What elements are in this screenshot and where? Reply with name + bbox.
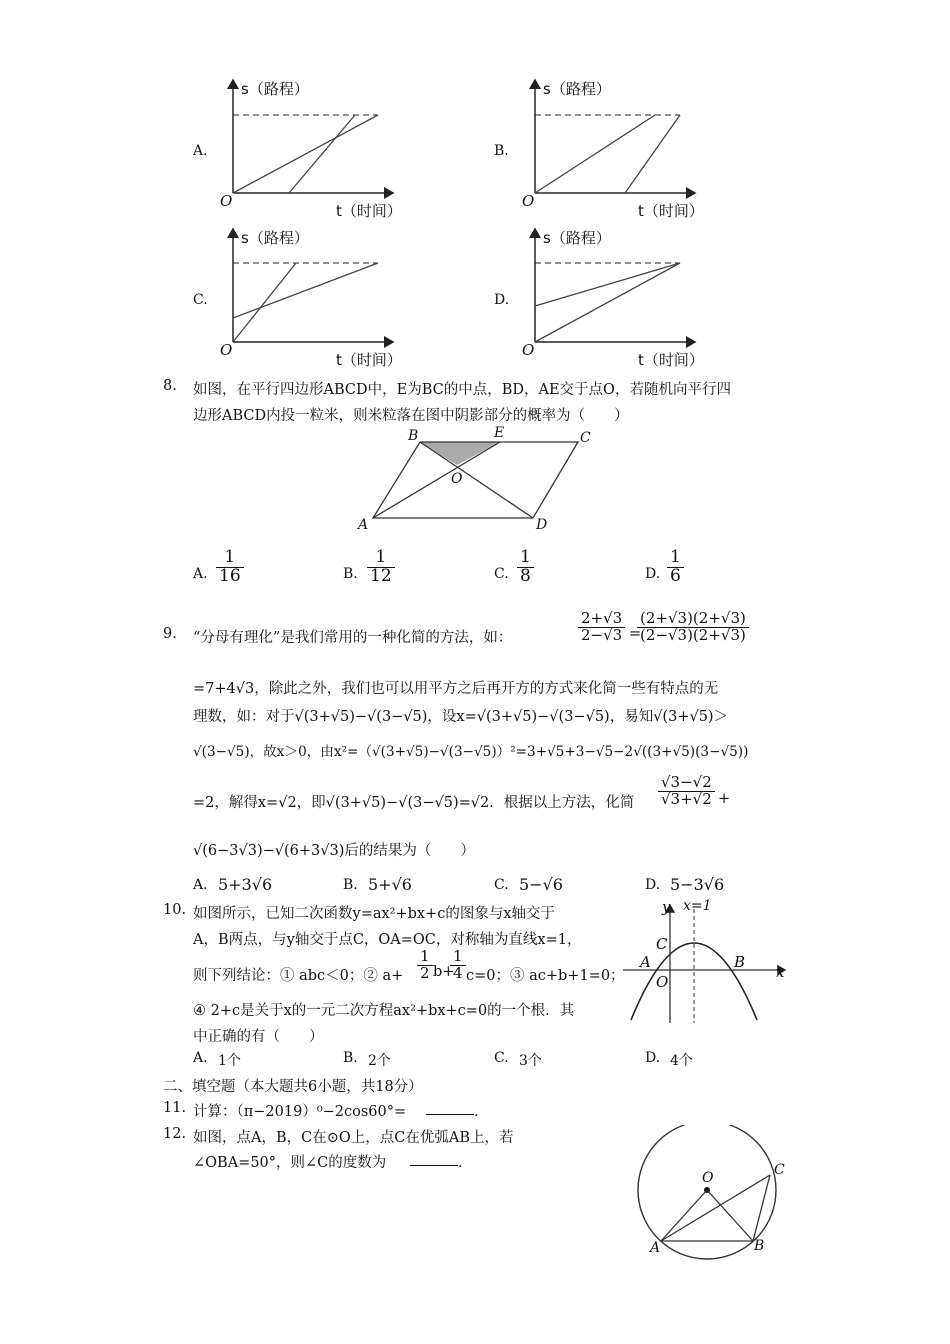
q9-line4: √(3−√5)，故x＞0，由x²=（√(3+√5)−√(3−√5)）²=3+√5+3−√5−2√((3+√5)(3−√5))	[193, 744, 749, 760]
q9-option-c-label: C.	[494, 877, 509, 893]
q8-line1: 如图，在平行四边形ABCD中，E为BC的中点，BD，AE交于点O，若随机向平行四	[193, 382, 731, 398]
q8-label-e: E	[494, 425, 505, 441]
q10-quarter: $\frac{1}{4}$	[450, 949, 466, 982]
q12-end: ．	[458, 1155, 473, 1171]
q8-label-a: A	[358, 517, 369, 533]
q11-answer-blank[interactable]	[426, 1114, 474, 1115]
q10-option-a-text: 1个	[218, 1053, 241, 1069]
q10-label-c: C	[656, 935, 668, 953]
graph-b-label: B.	[494, 143, 509, 159]
graph-a-origin: O	[220, 192, 233, 210]
q10-line3b: b+	[433, 964, 455, 980]
graph-c-origin: O	[220, 341, 233, 359]
q12-number: 12.	[163, 1126, 187, 1142]
graph-b-origin: O	[522, 192, 535, 210]
q10-label-b: B	[734, 953, 746, 971]
q12-label-c: C	[774, 1162, 785, 1178]
q9-line3: 理数，如：对于√(3+√5)−√(3−√5)，设x=√(3+√5)−√(3−√5)，易知√(3+√5)＞	[193, 709, 729, 725]
q12-line2: ∠OBA=50°，则∠C的度数为	[193, 1155, 387, 1171]
q10-line4: ④ 2+c是关于x的一元二次方程ax²+bx+c=0的一个根．其	[193, 1003, 575, 1019]
section2-heading: 二、填空题（本大题共6小题，共18分）	[163, 1079, 423, 1095]
q9-eq: =	[629, 626, 642, 642]
q9-intro: “分母有理化”是我们常用的一种化简的方法，如：	[193, 630, 513, 646]
q10-label-axis: x=1	[683, 898, 712, 914]
q10-label-x: x	[776, 963, 785, 981]
q10-option-d-label: D.	[645, 1050, 661, 1066]
q8-parallelogram-figure	[340, 420, 600, 540]
graph-a-t-label: t（时间）	[336, 202, 402, 220]
graph-a-s-label: s（路程）	[241, 80, 309, 98]
q9-option-d-label: D.	[645, 877, 661, 893]
q9-option-c-text: 5−√6	[519, 875, 563, 894]
q10-line2: A，B两点，与y轴交于点C，OA=OC，对称轴为直线x=1，	[193, 932, 582, 948]
q12-label-b: B	[754, 1238, 765, 1254]
q9-frac1: $\frac{2+√3}{2-√3}$	[578, 611, 625, 644]
graph-c-label: C.	[193, 292, 208, 308]
q10-line3a: 则下列结论：① abc＜0；② a+	[193, 968, 404, 984]
graph-b-t-label: t（时间）	[638, 202, 704, 220]
q8-option-b-label: B.	[343, 566, 358, 582]
q10-option-b-label: B.	[343, 1050, 358, 1066]
q7-graphs	[0, 0, 950, 380]
q10-number: 10.	[163, 902, 187, 918]
q11-text: 计算：（π−2019）⁰−2cos60°=	[193, 1104, 407, 1120]
q8-option-d-frac: $\frac{1}{6}$	[667, 549, 684, 586]
q9-option-b-label: B.	[343, 877, 358, 893]
graph-d-s-label: s（路程）	[543, 229, 611, 247]
q8-label-b: B	[408, 428, 419, 444]
q8-number: 8.	[163, 378, 177, 394]
graph-d-t-label: t（时间）	[638, 351, 704, 369]
q10-line1: 如图所示，已知二次函数y=ax²+bx+c的图象与x轴交于	[193, 906, 556, 922]
q9-option-d-text: 5−3√6	[670, 875, 725, 894]
graph-a-label: A.	[193, 143, 208, 159]
q9-frac3: $\frac{√3-√2}{√3+√2}$	[658, 775, 715, 808]
q10-option-d-text: 4个	[670, 1053, 693, 1069]
q8-option-c-frac: $\frac{1}{8}$	[517, 549, 534, 586]
q12-answer-blank[interactable]	[410, 1165, 458, 1166]
q10-half: $\frac{1}{2}$	[417, 949, 433, 982]
q9-option-b-text: 5+√6	[368, 875, 412, 894]
q10-label-a: A	[640, 953, 651, 971]
q8-option-a-frac: $\frac{1}{16}$	[216, 549, 244, 586]
shaded-triangle	[420, 442, 500, 465]
graph-c-t-label: t（时间）	[336, 351, 402, 369]
q9-option-a-label: A.	[193, 877, 208, 893]
q8-label-c: C	[580, 430, 591, 446]
q9-line5a: =2，解得x=√2，即√(3+√5)−√(3−√5)=√2．根据以上方法，化简	[193, 795, 635, 811]
q10-line3c: c=0；③ ac+b+1=0；	[466, 968, 625, 984]
q8-option-b-frac: $\frac{1}{12}$	[367, 549, 395, 586]
graph-d-label: D.	[494, 292, 510, 308]
q9-number: 9.	[163, 626, 177, 642]
q11-number: 11.	[163, 1100, 187, 1116]
q9-option-a-text: 5+3√6	[218, 875, 273, 894]
q9-line5b: +	[718, 791, 731, 807]
graph-b-s-label: s（路程）	[543, 80, 611, 98]
q10-option-b-text: 2个	[368, 1053, 391, 1069]
q10-label-y: y	[662, 898, 671, 916]
q9-line2: =7+4√3，除此之外，我们也可以用平方之后再开方的方式来化简一些有特点的无	[193, 681, 719, 697]
q10-option-c-text: 3个	[519, 1053, 542, 1069]
graph-d-origin: O	[522, 341, 535, 359]
q10-option-a-label: A.	[193, 1050, 208, 1066]
q8-option-a-label: A.	[193, 566, 208, 582]
q9-frac2: $\frac{(2+√3)(2+√3)}{(2-√3)(2+√3)}$	[637, 611, 749, 644]
q10-label-o: O	[656, 973, 669, 991]
q9-line6: √(6−3√3)−√(6+3√3)后的结果为（ ）	[193, 843, 475, 859]
q11-end: ．	[474, 1104, 489, 1120]
q8-option-c-label: C.	[494, 566, 509, 582]
q12-label-a: A	[650, 1240, 661, 1256]
q8-label-o: O	[451, 471, 463, 487]
graph-c-s-label: s（路程）	[241, 229, 309, 247]
q8-option-d-label: D.	[645, 566, 661, 582]
q12-label-o: O	[702, 1170, 714, 1186]
q8-line2: 边形ABCD内投一粒米，则米粒落在图中阴影部分的概率为（ ）	[193, 408, 629, 424]
q10-line5: 中正确的有（ ）	[193, 1029, 324, 1045]
q8-label-d: D	[536, 517, 548, 533]
q10-option-c-label: C.	[494, 1050, 509, 1066]
q12-line1: 如图，点A，B，C在⊙O上，点C在优弧AB上，若	[193, 1130, 514, 1146]
